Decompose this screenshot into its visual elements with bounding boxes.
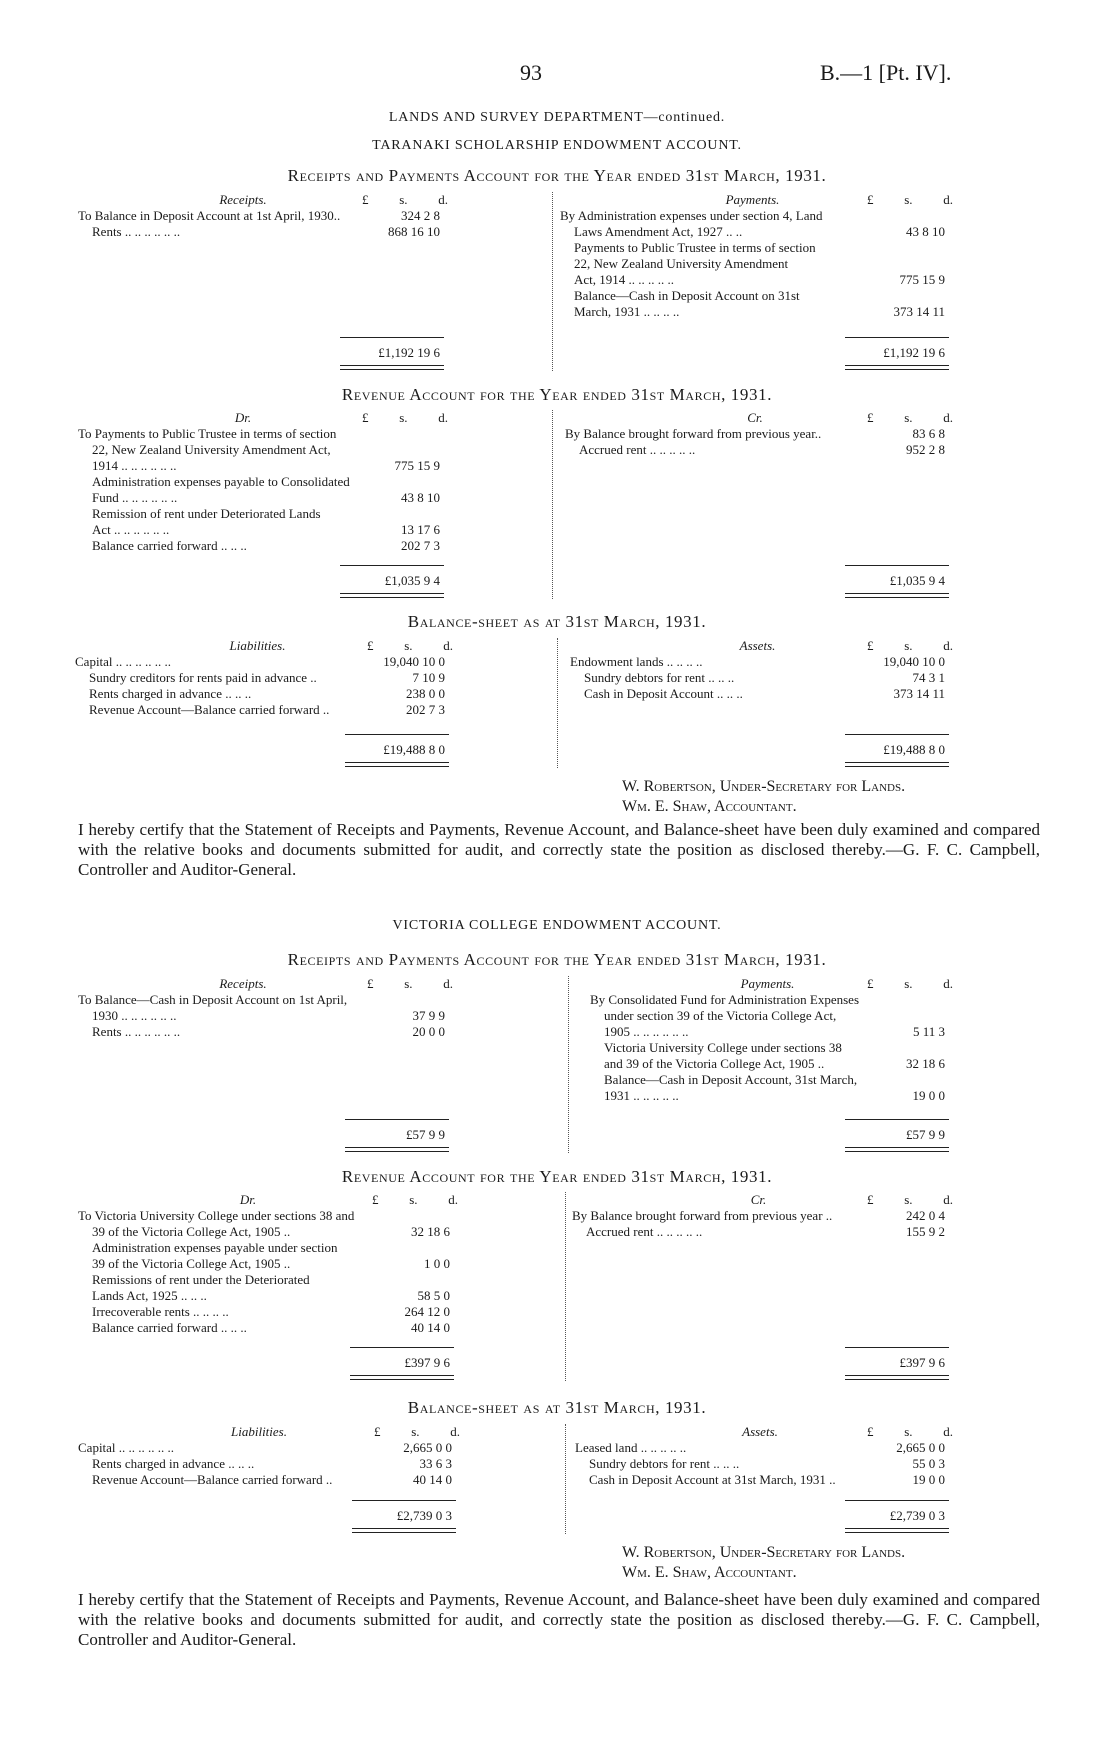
left-lsd-heading (350, 410, 448, 426)
left-row-amount: 1 0 0 (424, 1256, 450, 1271)
right-row-text: Accrued rent .. .. .. .. .. (579, 442, 696, 457)
left-total-double-rule (350, 1375, 454, 1380)
right-total-rule (845, 337, 949, 338)
left-total-rule (340, 337, 444, 338)
currency-unit-heading: £ (367, 638, 374, 653)
victoria-signature-under-secretary: W. Robertson, Under-Secretary for Lands. (622, 1544, 906, 1561)
left-total-amount: £57 9 9 (406, 1127, 445, 1142)
right-row-text: Balance—Cash in Deposit Account, 31st March, (604, 1072, 858, 1087)
currency-unit-heading: d. (943, 976, 953, 991)
right-row-amount: 19,040 10 0 (883, 654, 945, 669)
currency-unit-heading: s. (904, 410, 913, 425)
left-row-text: To Payments to Public Trustee in terms of section (78, 426, 337, 441)
right-total-double-rule (845, 593, 949, 598)
right-row-text: 1931 .. .. .. .. .. (604, 1088, 679, 1103)
left-row-text: Act .. .. .. .. .. .. (92, 522, 170, 537)
left-column-heading: Liabilities. (231, 1424, 287, 1439)
left-total-amount: £1,192 19 6 (378, 345, 440, 360)
right-row-amount: 19 0 0 (912, 1088, 945, 1103)
right-row-amount: 242 0 4 (906, 1208, 945, 1223)
left-row-text: Revenue Account—Balance carried forward .. (89, 702, 330, 717)
right-row-amount: 55 0 3 (912, 1456, 945, 1471)
left-column-heading: Dr. (234, 410, 252, 425)
right-lsd-heading (855, 1424, 953, 1440)
right-total-rule (845, 734, 949, 735)
right-row-text: Balance—Cash in Deposit Account on 31st (574, 288, 800, 303)
right-lsd-heading (855, 410, 953, 426)
left-row-amount: 202 7 3 (406, 702, 445, 717)
right-row-text: 1905 .. .. .. .. .. .. (604, 1024, 689, 1039)
right-total-rule (845, 565, 949, 566)
left-row-amount: 238 0 0 (406, 686, 445, 701)
left-total-rule (345, 734, 449, 735)
page-number: 93 (520, 60, 542, 85)
currency-unit-heading: £ (867, 1424, 874, 1439)
right-row-text: Payments to Public Trustee in terms of section (574, 240, 816, 255)
left-row-amount: 19,040 10 0 (383, 654, 445, 669)
left-row-text: Remissions of rent under the Deteriorated (92, 1272, 310, 1287)
currency-unit-heading: s. (399, 192, 408, 207)
column-divider (565, 1424, 566, 1534)
currency-unit-heading: d. (450, 1424, 460, 1439)
left-row-amount: 40 14 0 (411, 1320, 450, 1335)
victoria-signature-accountant: Wm. E. Shaw, Accountant. (622, 1564, 797, 1581)
left-total-amount: £1,035 9 4 (384, 573, 440, 588)
right-row-text: Endowment lands .. .. .. .. (570, 654, 703, 669)
right-row-amount: 775 15 9 (899, 272, 945, 287)
left-row-text: 1914 .. .. .. .. .. .. (92, 458, 177, 473)
victoria-account-title: VICTORIA COLLEGE ENDOWMENT ACCOUNT. (392, 918, 722, 933)
left-row-text: Fund .. .. .. .. .. .. (92, 490, 178, 505)
currency-unit-heading: £ (362, 192, 369, 207)
right-row-amount: 373 14 11 (893, 686, 945, 701)
right-row-amount: 952 2 8 (906, 442, 945, 457)
left-total-amount: £397 9 6 (404, 1355, 450, 1370)
currency-unit-heading: s. (399, 410, 408, 425)
taranaki-balance-title: Balance-sheet as at 31st March, 1931. (407, 612, 707, 631)
currency-unit-heading: s. (904, 976, 913, 991)
right-column-heading: Assets. (742, 1424, 778, 1439)
currency-unit-heading: s. (904, 1424, 913, 1439)
left-row-text: Rents .. .. .. .. .. .. (92, 224, 181, 239)
left-row-text: Lands Act, 1925 .. .. .. (92, 1288, 207, 1303)
right-total-rule (845, 1500, 949, 1501)
left-row-text: 39 of the Victoria College Act, 1905 .. (92, 1224, 291, 1239)
left-lsd-heading (360, 1192, 458, 1208)
currency-unit-heading: s. (411, 1424, 420, 1439)
report-reference: B.—1 [Pt. IV]. (820, 60, 952, 85)
left-total-double-rule (352, 1528, 456, 1533)
left-row-text: Capital .. .. .. .. .. .. (78, 1440, 175, 1455)
currency-unit-heading: d. (943, 410, 953, 425)
currency-unit-heading: d. (943, 1192, 953, 1207)
left-lsd-heading (362, 1424, 460, 1440)
taranaki-audit-certificate: I hereby certify that the Statement of Receipts and Payments, Revenue Account, and Balance-sheet have been duly examined and compared with the relative books and documents submitted for audit, and correctly state the position as disclosed thereby.—G. F. C. Campbell, Controller and Auditor-General. (78, 820, 1040, 879)
right-lsd-heading (855, 638, 953, 654)
right-row-amount: 74 3 1 (912, 670, 945, 685)
taranaki-revenue-title: Revenue Account for the Year ended 31st March, 1931. (341, 385, 773, 404)
currency-unit-heading: £ (367, 976, 374, 991)
currency-unit-heading: d. (443, 976, 453, 991)
column-divider (557, 638, 558, 768)
currency-unit-heading: s. (904, 1192, 913, 1207)
right-column-heading: Payments. (740, 976, 795, 991)
taranaki-signature-under-secretary: W. Robertson, Under-Secretary for Lands. (622, 778, 906, 795)
right-row-amount: 19 0 0 (912, 1472, 945, 1487)
currency-unit-heading: £ (867, 638, 874, 653)
right-lsd-heading (855, 1192, 953, 1208)
right-row-text: By Balance brought forward from previous year.. (565, 426, 822, 441)
right-total-amount: £397 9 6 (899, 1355, 945, 1370)
right-row-text: By Balance brought forward from previous year .. (572, 1208, 833, 1223)
left-lsd-heading (355, 976, 453, 992)
left-row-amount: 7 10 9 (412, 670, 445, 685)
right-lsd-heading (855, 192, 953, 208)
right-total-rule (845, 1119, 949, 1120)
currency-unit-heading: d. (943, 192, 953, 207)
right-column-heading: Cr. (747, 410, 763, 425)
column-divider (552, 192, 553, 371)
currency-unit-heading: s. (904, 638, 913, 653)
left-row-amount: 202 7 3 (401, 538, 440, 553)
left-row-text: Administration expenses payable under section (92, 1240, 338, 1255)
left-row-text: Rents charged in advance .. .. .. (92, 1456, 255, 1471)
currency-unit-heading: d. (443, 638, 453, 653)
right-row-amount: 83 6 8 (912, 426, 945, 441)
right-row-amount: 5 11 3 (912, 1024, 945, 1039)
left-row-amount: 32 18 6 (411, 1224, 450, 1239)
left-row-amount: 264 12 0 (404, 1304, 450, 1319)
right-total-amount: £2,739 0 3 (889, 1508, 945, 1523)
right-row-text: 22, New Zealand University Amendment (574, 256, 789, 271)
currency-unit-heading: s. (904, 192, 913, 207)
taranaki-signature-accountant: Wm. E. Shaw, Accountant. (622, 798, 797, 815)
left-total-double-rule (345, 1147, 449, 1152)
victoria-balance-title: Balance-sheet as at 31st March, 1931. (407, 1398, 707, 1417)
victoria-audit-certificate: I hereby certify that the Statement of Receipts and Payments, Revenue Account, and Balance-sheet have been duly examined and compared with the relative books and documents submitted for audit, and correctly state the position as disclosed thereby.—G. F. C. Campbell, Controller and Auditor-General. (78, 1590, 1040, 1649)
left-row-amount: 58 5 0 (417, 1288, 450, 1303)
right-column-heading: Cr. (750, 1192, 767, 1207)
right-column-heading: Payments. (725, 192, 780, 207)
currency-unit-heading: d. (943, 1424, 953, 1439)
right-row-amount: 43 8 10 (906, 224, 945, 239)
left-column-heading: Receipts. (219, 192, 267, 207)
left-row-text: Balance carried forward .. .. .. (92, 538, 247, 553)
right-column-heading: Assets. (739, 638, 776, 653)
left-total-rule (340, 565, 444, 566)
left-lsd-heading (355, 638, 453, 654)
right-row-amount: 155 9 2 (906, 1224, 945, 1239)
right-row-text: Laws Amendment Act, 1927 .. .. (574, 224, 743, 239)
left-total-rule (345, 1119, 449, 1120)
left-row-text: Irrecoverable rents .. .. .. .. (92, 1304, 229, 1319)
right-row-text: and 39 of the Victoria College Act, 1905 .. (604, 1056, 825, 1071)
left-total-double-rule (345, 762, 449, 767)
left-row-amount: 20 0 0 (412, 1024, 445, 1039)
left-row-text: Balance carried forward .. .. .. (92, 1320, 247, 1335)
taranaki-account-title: TARANAKI SCHOLARSHIP ENDOWMENT ACCOUNT. (372, 138, 742, 153)
currency-unit-heading: £ (867, 1192, 874, 1207)
right-row-text: Victoria University College under sections 38 (604, 1040, 842, 1055)
column-divider (565, 1192, 566, 1381)
taranaki-receipts-title: Receipts and Payments Account for the Year ended 31st March, 1931. (287, 166, 827, 185)
victoria-receipts-title: Receipts and Payments Account for the Year ended 31st March, 1931. (287, 950, 827, 969)
left-column-heading: Liabilities. (229, 638, 286, 653)
currency-unit-heading: s. (404, 638, 413, 653)
currency-unit-heading: d. (448, 1192, 458, 1207)
left-row-text: Sundry creditors for rents paid in advance .. (89, 670, 317, 685)
right-row-text: By Administration expenses under section 4, Land (560, 208, 823, 223)
left-row-text: To Balance in Deposit Account at 1st April, 1930.. (78, 208, 341, 223)
right-total-amount: £1,192 19 6 (883, 345, 945, 360)
right-total-double-rule (845, 365, 949, 370)
currency-unit-heading: £ (867, 192, 874, 207)
left-row-text: To Balance—Cash in Deposit Account on 1st April, (78, 992, 348, 1007)
currency-unit-heading: £ (362, 410, 369, 425)
left-row-amount: 868 16 10 (388, 224, 440, 239)
left-total-amount: £2,739 0 3 (396, 1508, 452, 1523)
right-row-text: under section 39 of the Victoria College Act, (604, 1008, 837, 1023)
left-row-text: Administration expenses payable to Consolidated (92, 474, 350, 489)
left-row-text: Rents charged in advance .. .. .. (89, 686, 252, 701)
right-total-amount: £19,488 8 0 (883, 742, 945, 757)
right-row-text: Sundry debtors for rent .. .. .. (584, 670, 735, 685)
right-total-amount: £57 9 9 (906, 1127, 945, 1142)
right-total-double-rule (845, 1375, 949, 1380)
currency-unit-heading: s. (409, 1192, 418, 1207)
right-row-text: Cash in Deposit Account at 31st March, 1931 .. (589, 1472, 836, 1487)
right-row-text: March, 1931 .. .. .. .. (574, 304, 680, 319)
right-row-amount: 32 18 6 (906, 1056, 945, 1071)
left-row-text: Rents .. .. .. .. .. .. (92, 1024, 181, 1039)
right-row-text: By Consolidated Fund for Administration Expenses (590, 992, 860, 1007)
right-row-amount: 373 14 11 (893, 304, 945, 319)
left-row-amount: 43 8 10 (401, 490, 440, 505)
right-total-rule (845, 1347, 949, 1348)
left-total-double-rule (340, 593, 444, 598)
right-total-double-rule (845, 1147, 949, 1152)
left-lsd-heading (350, 192, 448, 208)
left-row-text: 39 of the Victoria College Act, 1905 .. (92, 1256, 291, 1271)
left-row-amount: 775 15 9 (394, 458, 440, 473)
right-total-double-rule (845, 762, 949, 767)
right-row-text: Accrued rent .. .. .. .. .. (586, 1224, 703, 1239)
right-row-amount: 2,665 0 0 (896, 1440, 945, 1455)
left-column-heading: Receipts. (219, 976, 267, 991)
left-total-rule (352, 1500, 456, 1501)
victoria-revenue-title: Revenue Account for the Year ended 31st March, 1931. (341, 1167, 773, 1186)
column-divider (552, 410, 553, 599)
right-total-double-rule (845, 1528, 949, 1533)
left-row-amount: 40 14 0 (413, 1472, 452, 1487)
left-total-double-rule (340, 365, 444, 370)
currency-unit-heading: £ (867, 410, 874, 425)
column-divider (568, 976, 569, 1153)
right-row-text: Act, 1914 .. .. .. .. .. (574, 272, 675, 287)
left-row-amount: 37 9 9 (412, 1008, 445, 1023)
left-row-text: To Victoria University College under sections 38 and (78, 1208, 355, 1223)
left-row-text: 1930 .. .. .. .. .. .. (92, 1008, 177, 1023)
left-row-amount: 13 17 6 (401, 522, 440, 537)
currency-unit-heading: d. (943, 638, 953, 653)
right-total-amount: £1,035 9 4 (889, 573, 945, 588)
left-row-text: Revenue Account—Balance carried forward .. (92, 1472, 333, 1487)
left-row-text: Remission of rent under Deteriorated Lands (92, 506, 321, 521)
left-row-text: Capital .. .. .. .. .. .. (75, 654, 172, 669)
left-total-amount: £19,488 8 0 (383, 742, 445, 757)
currency-unit-heading: d. (438, 410, 448, 425)
right-row-text: Leased land .. .. .. .. .. (575, 1440, 687, 1455)
currency-unit-heading: d. (438, 192, 448, 207)
department-heading: LANDS AND SURVEY DEPARTMENT—continued. (388, 110, 726, 125)
left-row-text: 22, New Zealand University Amendment Act, (92, 442, 331, 457)
right-lsd-heading (855, 976, 953, 992)
left-row-amount: 33 6 3 (419, 1456, 452, 1471)
left-row-amount: 2,665 0 0 (403, 1440, 452, 1455)
left-row-amount: 324 2 8 (401, 208, 440, 223)
currency-unit-heading: £ (374, 1424, 381, 1439)
currency-unit-heading: £ (867, 976, 874, 991)
left-column-heading: Dr. (239, 1192, 257, 1207)
right-row-text: Sundry debtors for rent .. .. .. (589, 1456, 740, 1471)
right-row-text: Cash in Deposit Account .. .. .. (584, 686, 743, 701)
currency-unit-heading: s. (404, 976, 413, 991)
left-total-rule (350, 1347, 454, 1348)
currency-unit-heading: £ (372, 1192, 379, 1207)
